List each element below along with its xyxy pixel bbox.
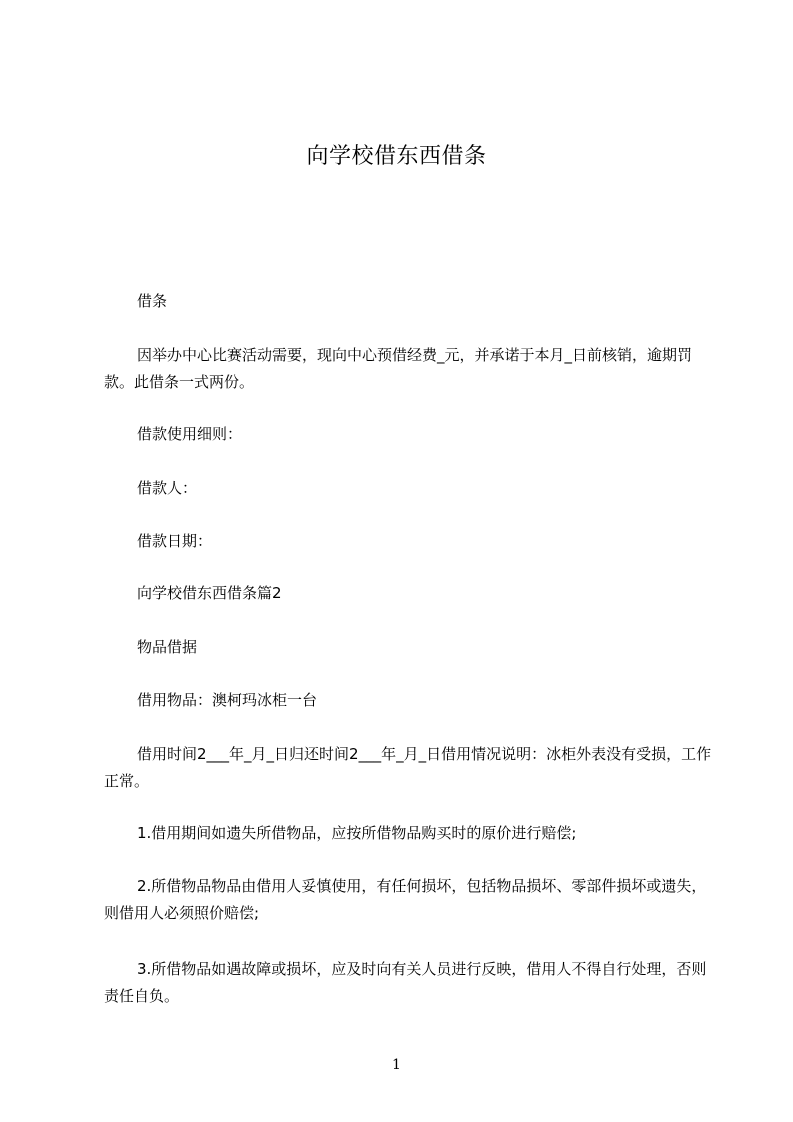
paragraph-heading-iou: 借条 bbox=[137, 292, 168, 310]
paragraph-borrower: 借款人： bbox=[137, 479, 198, 497]
paragraph-rule-3: 3.所借物品如遇故障或损坏，应及时向有关人员进行反映，借用人不得自行处理，否则责任自负。 bbox=[104, 960, 707, 1005]
paragraph-borrow-date: 借款日期： bbox=[137, 532, 213, 550]
paragraph-iou-body: 因举办中心比赛活动需要，现向中心预借经费_元，并承诺于本月_日前核销，逾期罚款。此借条一式两份。 bbox=[104, 346, 693, 391]
paragraph-borrow-period: 借用时间2___年_月_日归还时间2___年_月_日借用情况说明：冰柜外表没有受损，工作正常。 bbox=[104, 745, 712, 790]
page-number: 1 bbox=[392, 1057, 401, 1073]
paragraph-rule-1: 1.借用期间如遗失所借物品，应按所借物品购买时的原价进行赔偿; bbox=[137, 824, 577, 842]
paragraph-rule-2: 2.所借物品物品由借用人妥慎使用，有任何损坏，包括物品损坏、零部件损坏或遗失，则借用人必须照价赔偿; bbox=[104, 877, 707, 922]
paragraph-usage-rules: 借款使用细则： bbox=[137, 425, 243, 443]
paragraph-borrowed-item: 借用物品：澳柯玛冰柜一台 bbox=[137, 691, 318, 709]
paragraph-receipt-heading: 物品借据 bbox=[137, 638, 198, 656]
document-title: 向学校借东西借条 bbox=[306, 144, 487, 169]
paragraph-section-title-2: 向学校借东西借条篇2 bbox=[137, 584, 282, 602]
